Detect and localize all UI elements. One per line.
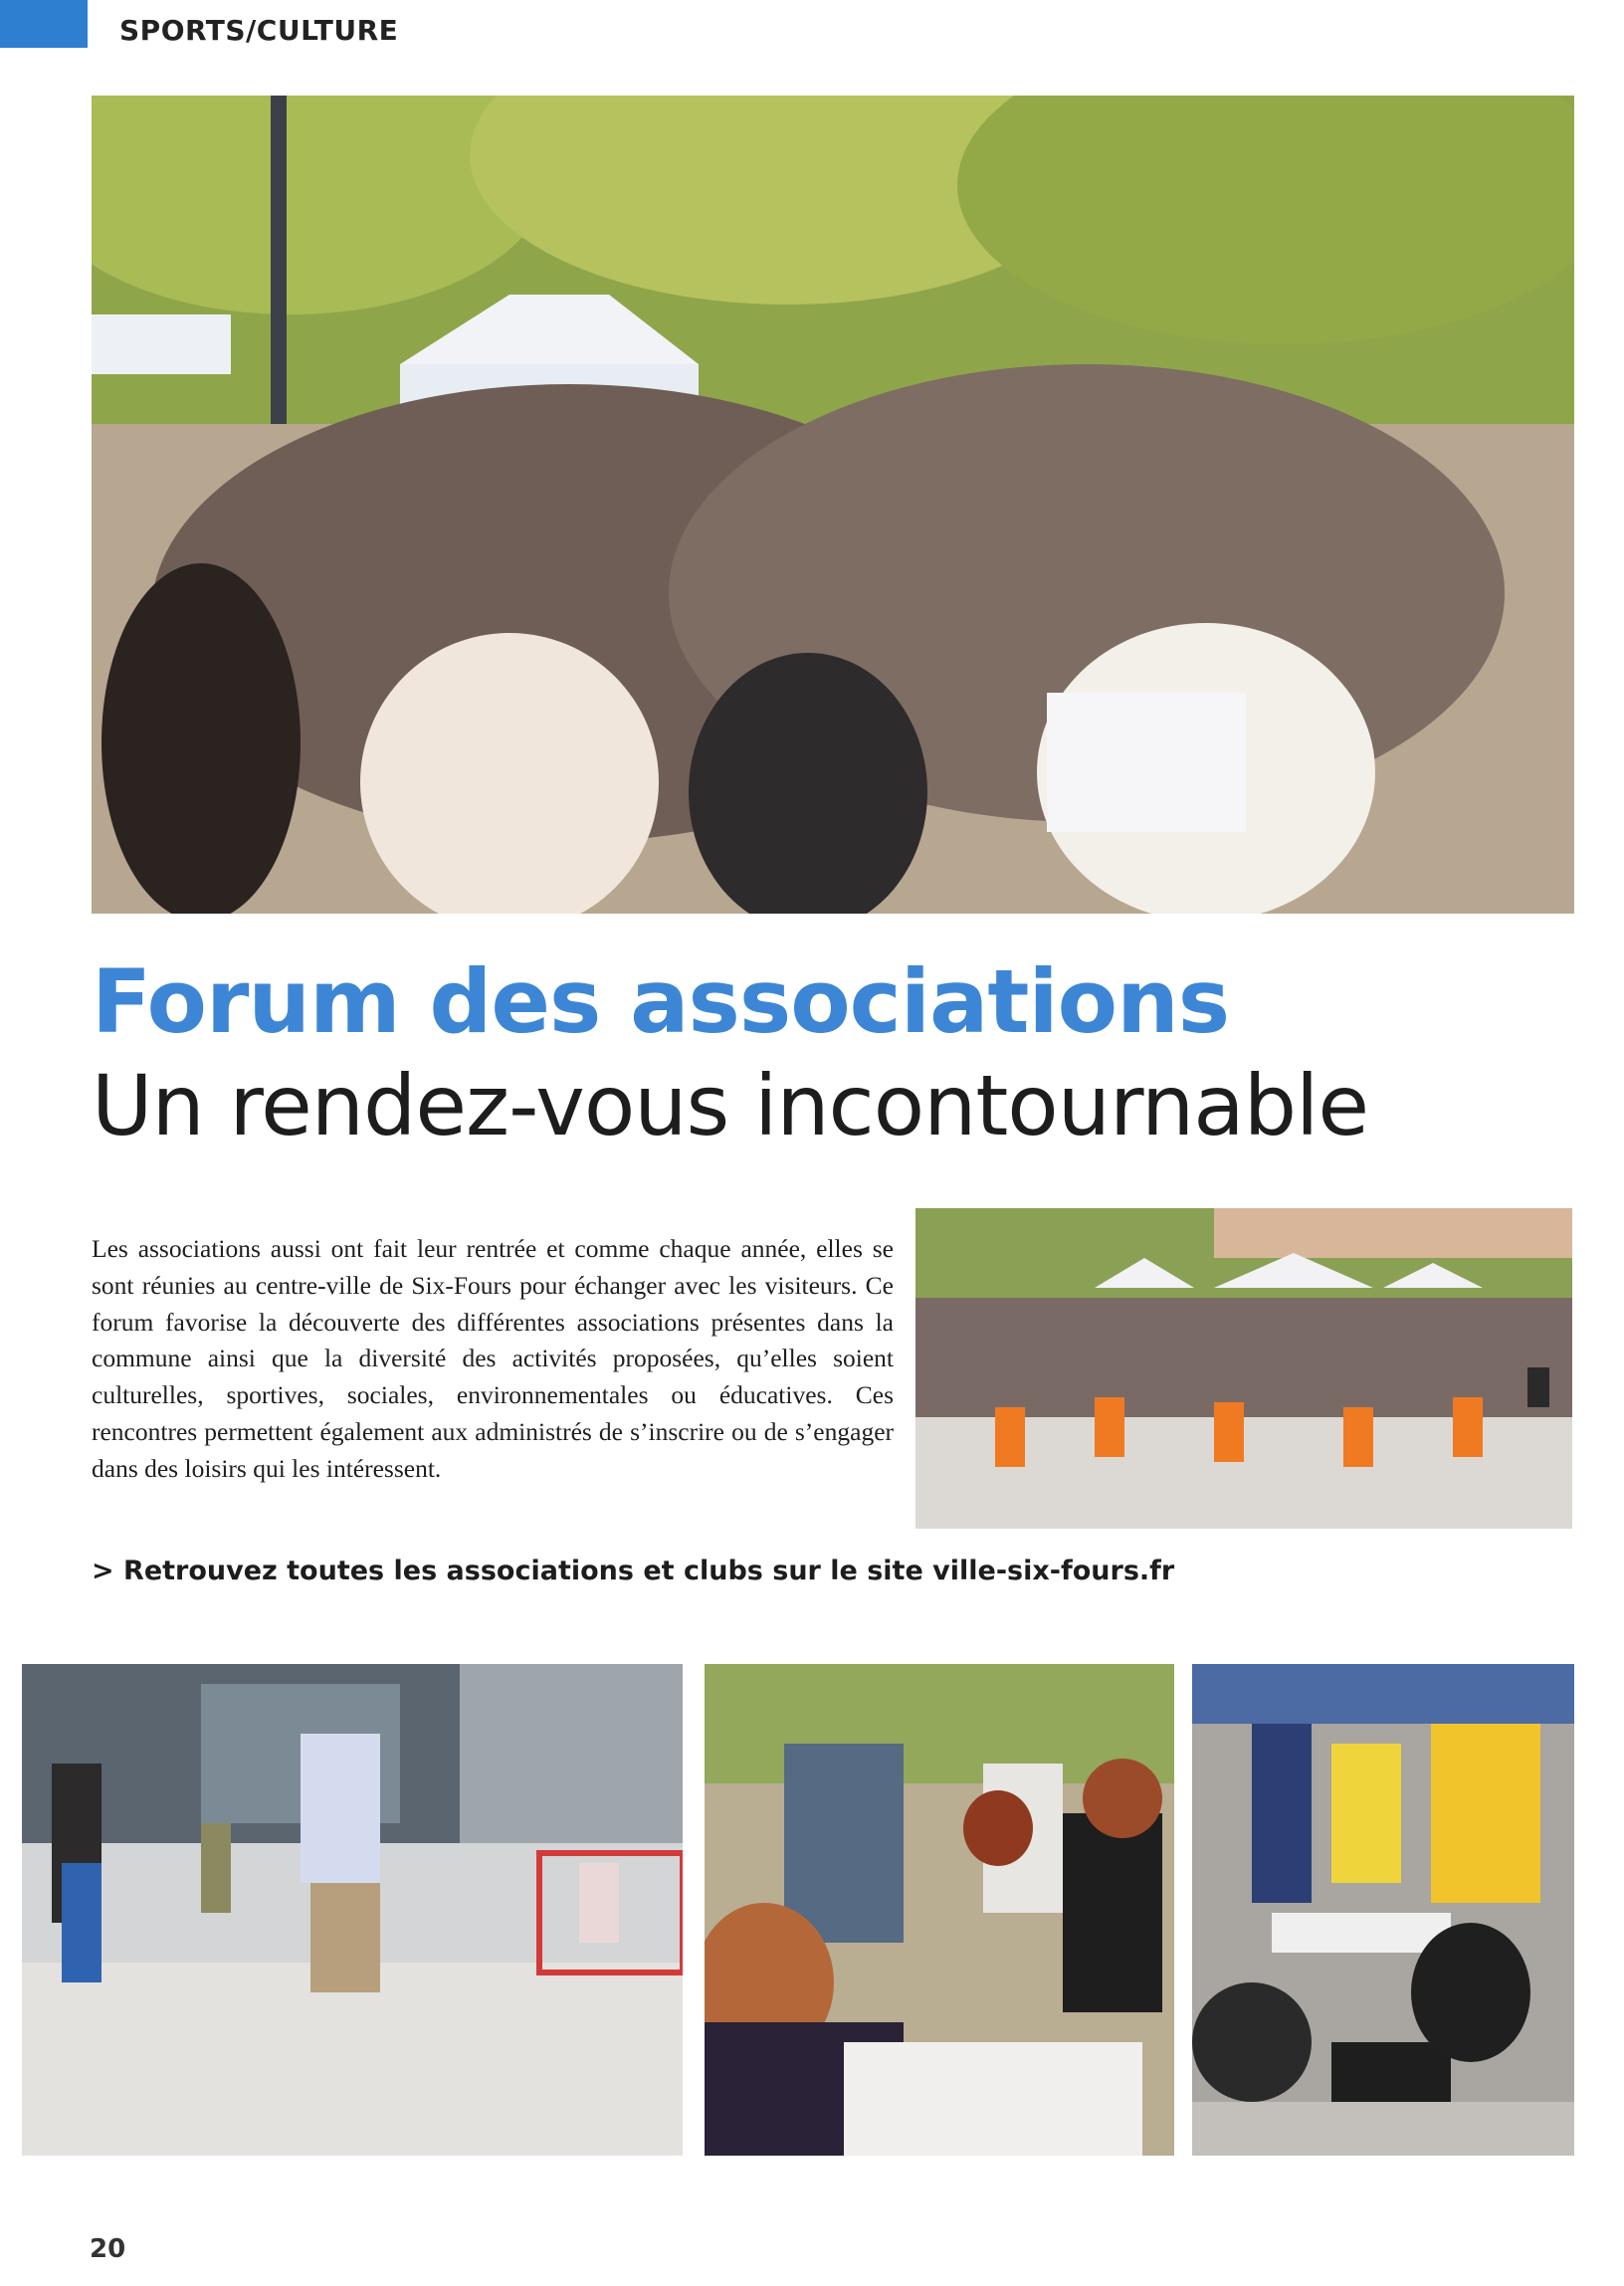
associations-link[interactable]: > Retrouvez toutes les associations et clubs sur le site ville-six-fours.fr	[92, 1556, 1175, 1586]
page-number: 20	[90, 2234, 126, 2264]
book-stand-photo	[705, 1664, 1174, 2156]
article-title: Forum des associations	[92, 950, 1230, 1053]
hero-photo	[92, 96, 1574, 914]
section-label: SPORTS/CULTURE	[119, 14, 399, 47]
article-subtitle: Un rendez-vous incontournable	[92, 1057, 1369, 1154]
fitness-photo	[1192, 1664, 1574, 2156]
dance-photo	[915, 1208, 1572, 1529]
hockey-photo	[22, 1664, 683, 2156]
section-color-tab	[0, 0, 88, 48]
article-body: Les associations aussi ont fait leur rentrée et comme chaque année, elles se sont réunies au centre-ville de Six-Fours pour échanger avec les visiteurs. Ce forum favorise la découverte des différentes associations présentes dans la commune ainsi que la diversité des activités proposées, qu’elles soient culturelles, sportives, sociales, environnementales ou éducatives. Ces rencontres permettent également aux administrés de s’inscrire ou de s’engager dans des loisirs qui les intéressent.	[92, 1234, 894, 1483]
